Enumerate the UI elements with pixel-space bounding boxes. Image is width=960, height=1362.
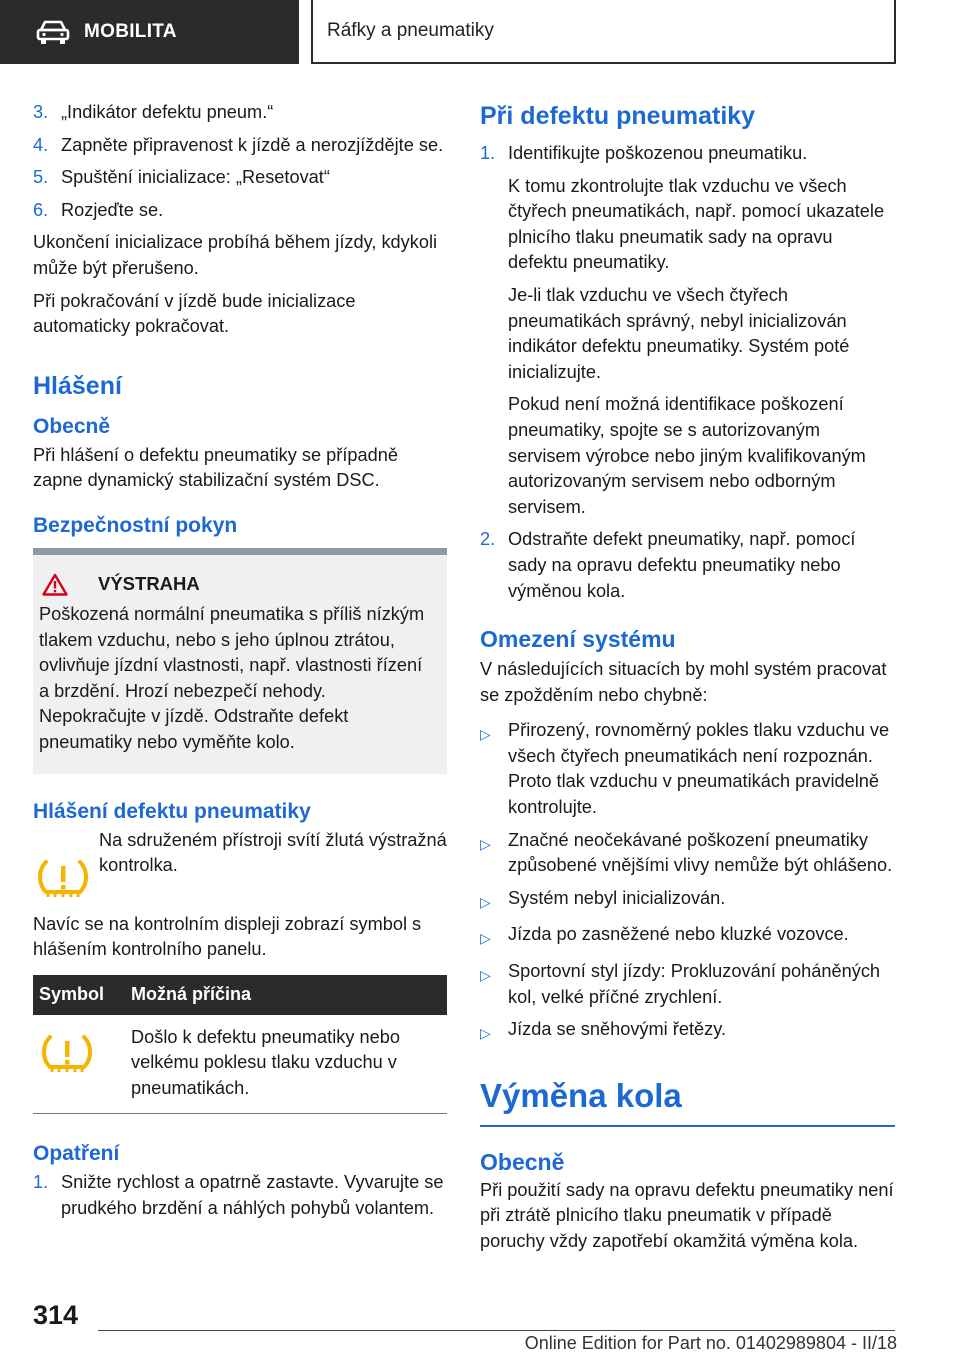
heading-omezeni: Omezení systému <box>480 626 676 653</box>
triangle-bullet-icon: ▷ <box>480 835 491 852</box>
warning-title: VÝSTRAHA <box>98 573 200 595</box>
page-number: 314 <box>33 1300 79 1330</box>
right-column <box>480 102 895 1262</box>
chapter-tab[interactable] <box>311 0 896 64</box>
warning-triangle-icon <box>42 573 68 596</box>
list-item: ▷ Jízda se sněhovými řetězy. <box>480 1017 895 1047</box>
heading-pri-defektu: Při defektu pneumatiky <box>480 102 756 130</box>
paragraph: Při hlášení o defektu pneumatiky se případně zapne dynamický stabilizační systém DSC. <box>33 444 398 491</box>
paragraph: Při pokračování v jízdě bude inicializace automaticky pokračovat. <box>33 290 356 337</box>
table-row <box>33 1015 447 1114</box>
tire-pressure-warning-icon <box>35 856 91 900</box>
car-icon <box>36 19 70 45</box>
heading-opatreni: Opatření <box>33 1142 120 1166</box>
list-item: 1. Identifikujte poškozenou pneumatiku. K tomu zkontrolujte tlak vzduchu ve všech čtyřech pneumatikách, např. pomocí ukazatele plnicího tlaku pneumatik sady na opravu defektu pneumatiky. Je-li tlak vzduchu ve všech čtyřech pneumatikách správný, nebyl inicializován indikátor defektu pneumatiky. Systém poté inicializujte. Pokud není možná identifikace poškození pneumatiky, spojte se s autorizovaným servisem výrobce nebo jiným kvalifikovaným autorizovaným servisem nebo odborným servisem. <box>480 143 885 517</box>
triangle-bullet-icon: ▷ <box>480 967 491 984</box>
list-item: 6. Rozjeďte se. <box>33 199 164 220</box>
paragraph: Při použití sady na opravu defektu pneumatiky není při ztrátě plnicího tlaku pneumatik v případě poruchy vždy zapotřebí okamžitá výměna kola. <box>480 1179 894 1251</box>
paragraph: Ukončení inicializace probíhá během jízdy, kdykoli může být přerušeno. <box>33 232 438 278</box>
left-column <box>33 100 447 1229</box>
heading-bezpecnostni-pokyn: Bezpečnostní pokyn <box>33 513 238 537</box>
table-header-symbol: Symbol <box>33 975 125 1015</box>
step-list-continued <box>33 100 447 223</box>
paragraph: Navíc se na kontrolním displeji zobrazí symbol s hlášením kontrolního panelu. <box>33 913 422 960</box>
footer-divider <box>98 1330 895 1331</box>
heading-obecne: Obecně <box>480 1148 565 1175</box>
list-item: 2. Odstraňte defekt pneumatiky, např. pomocí sady na opravu defektu pneumatiky nebo výměnou kola. <box>480 529 856 601</box>
list-item: 3. „Indikátor defektu pneum.“ <box>33 102 274 122</box>
list-item: ▷ Systém nebyl inicializován. <box>480 886 895 916</box>
triangle-bullet-icon: ▷ <box>480 930 491 947</box>
chapter-title: Ráfky a pneumatiky <box>327 20 494 41</box>
paragraph: Na sdruženém přístroji svítí žlutá výstražná kontrolka. <box>99 829 447 876</box>
warning-box <box>33 548 447 774</box>
heading-hlaseni-defektu: Hlášení defektu pneumatiky <box>33 799 311 823</box>
edition-footer: Online Edition for Part no. 01402989804 - II/18 <box>524 1333 897 1353</box>
list-item: 5. Spuštění inicializace: „Resetovat“ <box>33 167 330 188</box>
heading-obecne: Obecně <box>33 414 111 438</box>
list-item: ▷ Jízda po zasněžené nebo kluzké vozovce. <box>480 922 895 952</box>
step-list <box>33 1170 447 1221</box>
page-header <box>0 0 960 66</box>
heading-hlaseni: Hlášení <box>33 371 122 400</box>
list-item: 1. Snižte rychlost a opatrně zastavte. Vyvarujte se prudkého brzdění a náhlých pohybů volantem. <box>33 1172 444 1219</box>
triangle-bullet-icon: ▷ <box>480 1025 491 1042</box>
section-title: MOBILITA <box>84 21 177 42</box>
list-item: ▷ Přirozený, rovnoměrný pokles tlaku vzduchu ve všech čtyřech pneumatikách není rozpoznán. Proto tlak vzduchu v pneumatikách pravidelně kontrolujte. <box>480 718 895 820</box>
table-header-cause: Možná příčina <box>125 975 447 1015</box>
warning-text: Poškozená normální pneumatika s příliš nízkým tlakem vzduchu, nebo s jeho úplnou ztrátou, ovlivňuje jízdní vlastnosti, např. vlastnosti řízení a brzdění. Hrozí nebezpečí nehody. Nepokračujte v jízdě. Odstraňte defekt pneumatiky nebo vyměňte kolo. <box>39 603 425 752</box>
bullet-list <box>480 718 895 1047</box>
list-item: ▷ Sportovní styl jízdy: Prokluzování poháněných kol, velké příčné zrychlení. <box>480 959 895 1010</box>
triangle-bullet-icon: ▷ <box>480 893 491 910</box>
table-cell-cause: Došlo k defektu pneumatiky nebo velkému poklesu tlaku vzduchu v pneumatikách. <box>125 1015 447 1114</box>
symbol-table <box>33 975 447 1115</box>
section-tab[interactable] <box>0 0 299 64</box>
heading-vymena-kola: Výměna kola <box>480 1077 895 1127</box>
tire-pressure-warning-icon <box>39 1031 95 1075</box>
step-list <box>480 141 895 604</box>
triangle-bullet-icon: ▷ <box>480 726 491 743</box>
indicator-row <box>33 828 447 900</box>
list-item: 4. Zapněte připravenost k jízdě a nerozjíždějte se. <box>33 134 444 155</box>
list-item: ▷ Značné neočekávané poškození pneumatiky způsobené vnějšími vlivy nemůže být ohlášeno. <box>480 828 895 879</box>
paragraph: V následujících situacích by mohl systém pracovat se zpožděním nebo chybně: <box>480 659 887 705</box>
